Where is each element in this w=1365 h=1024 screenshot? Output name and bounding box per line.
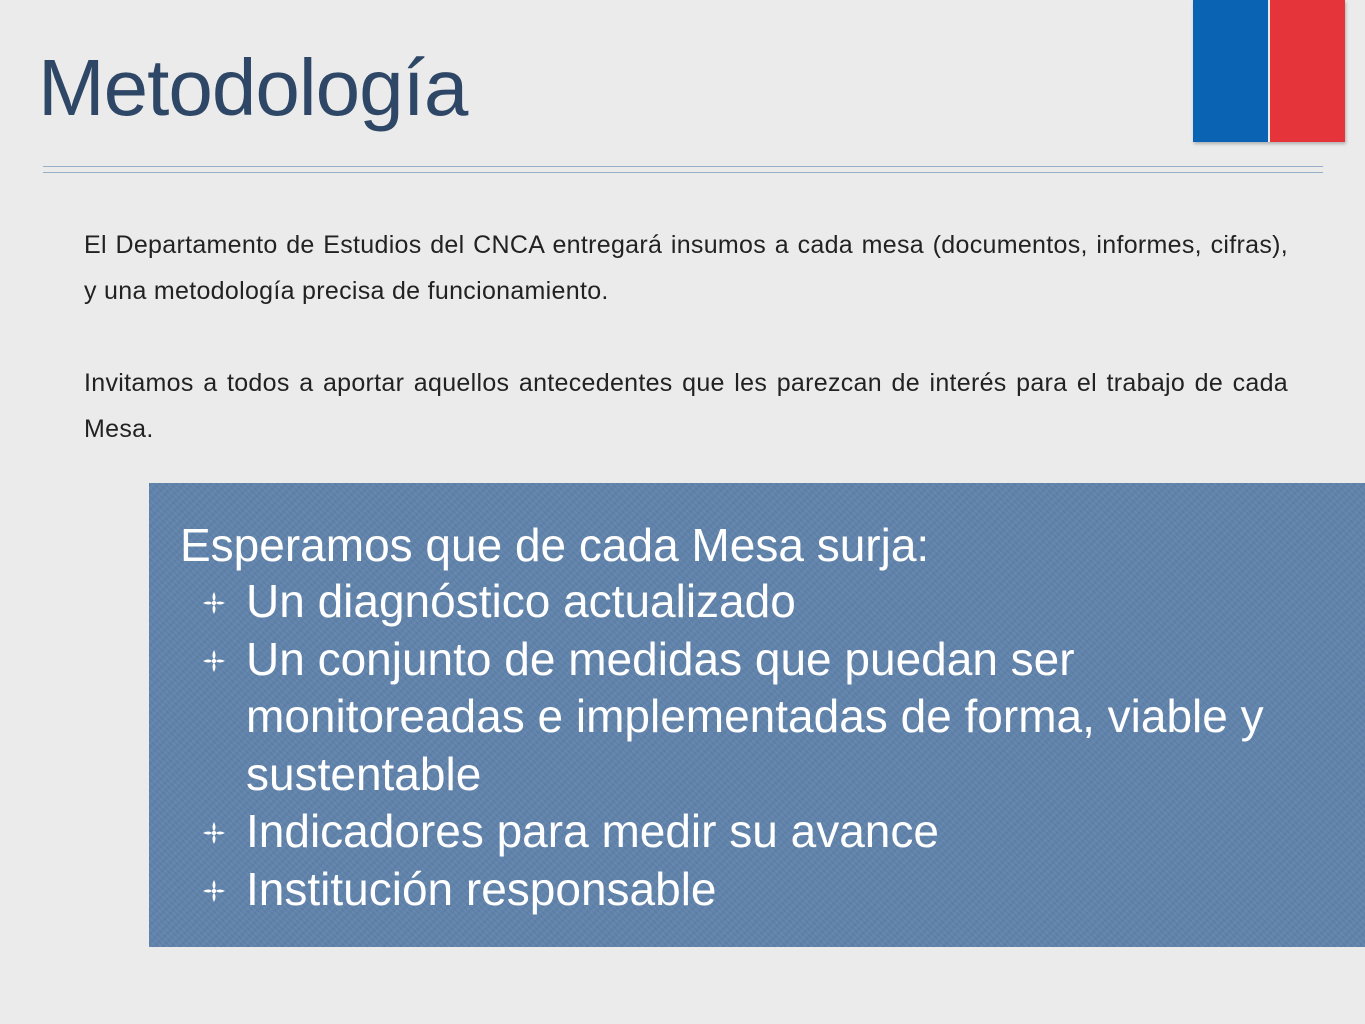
cross-bullet-icon bbox=[201, 648, 227, 674]
list-item bbox=[201, 573, 1321, 631]
list-item bbox=[201, 861, 1321, 919]
callout-heading: Esperamos que de cada Mesa surja: bbox=[180, 519, 930, 571]
flag-blue-stripe bbox=[1193, 0, 1268, 142]
intro-paragraph: El Departamento de Estudios del CNCA entregará insumos a cada mesa (documentos, informes, cifras), y una metodología precisa de funcionamiento. bbox=[84, 231, 1288, 305]
list-item-text: Indicadores para medir su avance bbox=[246, 805, 939, 857]
flag-logo bbox=[1193, 0, 1345, 142]
cross-bullet-icon bbox=[201, 820, 227, 846]
list-item bbox=[201, 631, 1321, 804]
title-divider bbox=[43, 166, 1323, 173]
list-item-text: Institución responsable bbox=[246, 862, 717, 915]
expectations-callout bbox=[149, 483, 1365, 947]
expectations-list bbox=[201, 573, 1321, 918]
page-title: Metodología bbox=[38, 43, 468, 132]
invitation-paragraph: Invitamos a todos a aportar aquellos antecedentes que les parezcan de interés para el trabajo de cada Mesa. bbox=[84, 369, 1288, 443]
cross-bullet-icon bbox=[201, 878, 227, 904]
list-item bbox=[201, 803, 1321, 861]
list-item-text: Un conjunto de medidas que puedan ser monitoreadas e implementadas de forma, viable y sustentable bbox=[246, 632, 1264, 800]
flag-red-stripe bbox=[1270, 0, 1345, 142]
cross-bullet-icon bbox=[201, 590, 227, 616]
list-item-text: Un diagnóstico actualizado bbox=[246, 575, 796, 627]
